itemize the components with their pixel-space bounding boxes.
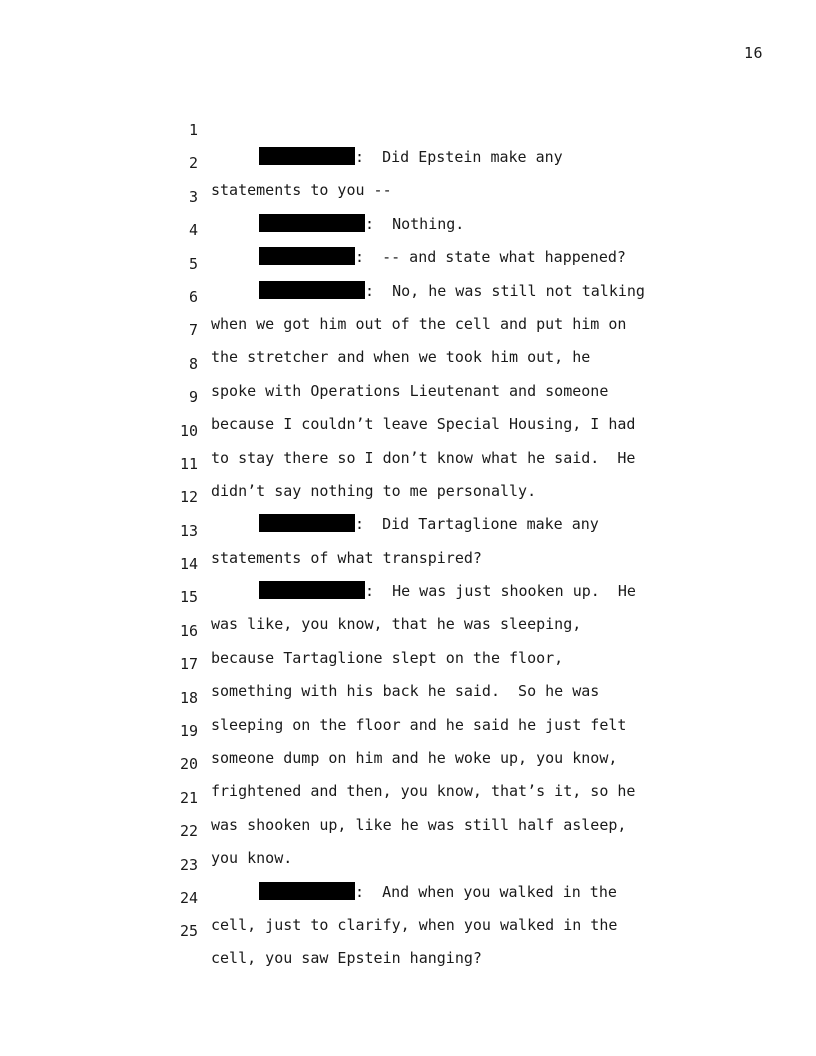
line-text: sleeping on the floor and he said he just felt — [211, 715, 627, 734]
line-text: to stay there so I don’t know what he said. He — [211, 448, 636, 467]
line-number: 20 — [179, 755, 198, 774]
line-text: the stretcher and when we took him out, he — [211, 348, 591, 367]
line-number: 17 — [179, 655, 198, 674]
line-number: 3 — [188, 187, 198, 206]
line-number: 11 — [179, 454, 198, 473]
line-number: 15 — [179, 588, 198, 607]
line-text: you know. — [211, 849, 293, 868]
line-number: 1 — [188, 121, 198, 139]
line-text: someone dump on him and he woke up, you know, — [211, 749, 618, 768]
line-text: when we got him out of the cell and put him on — [211, 314, 627, 333]
line-text: spoke with Operations Lieutenant and someone — [211, 381, 609, 400]
line-text: was shooken up, like he was still half asleep, — [211, 815, 627, 834]
line-text: didn’t say nothing to me personally. — [211, 481, 537, 500]
transcript-body — [178, 90, 678, 968]
line-text: : Nothing. — [365, 214, 465, 233]
line-text: cell, you saw Epstein hanging? — [211, 949, 482, 968]
line-number: 18 — [179, 688, 198, 707]
line-number: 2 — [188, 154, 198, 173]
line-text: : No, he was still not talking — [365, 281, 645, 300]
line-text: frightened and then, you know, that’s it, so he — [211, 782, 636, 801]
line-number: 21 — [179, 788, 198, 807]
line-text: : And when you walked in the — [355, 882, 617, 901]
line-number: 5 — [188, 254, 198, 273]
line-text: statements to you -- — [211, 181, 392, 200]
line-text: cell, just to clarify, when you walked in the — [211, 915, 618, 934]
line-number: 24 — [179, 888, 198, 907]
line-number: 8 — [188, 354, 198, 373]
line-number: 23 — [179, 855, 198, 874]
line-number: 16 — [179, 621, 198, 640]
line-text: : -- and state what happened? — [355, 248, 626, 267]
transcript-line — [178, 90, 678, 166]
line-text: : Did Epstein make any — [355, 148, 563, 166]
line-number: 4 — [188, 221, 198, 240]
line-number: 22 — [179, 822, 198, 841]
line-number: 7 — [188, 321, 198, 340]
line-number: 12 — [179, 488, 198, 507]
line-number: 25 — [179, 922, 198, 941]
line-text: : He was just shooken up. He — [365, 582, 636, 601]
line-number: 6 — [188, 287, 198, 306]
line-text: because I couldn’t leave Special Housing, I had — [211, 415, 636, 434]
line-number: 10 — [179, 421, 198, 440]
line-text: statements of what transpired? — [211, 548, 482, 567]
line-number: 19 — [179, 722, 198, 741]
line-text: was like, you know, that he was sleeping, — [211, 615, 582, 634]
line-number: 9 — [188, 388, 198, 407]
line-text: something with his back he said. So he was — [211, 682, 600, 701]
line-number: 13 — [179, 521, 198, 540]
line-text: because Tartaglione slept on the floor, — [211, 648, 564, 667]
page-number: 16 — [743, 44, 763, 62]
line-text: : Did Tartaglione make any — [355, 515, 599, 534]
line-number: 14 — [179, 555, 198, 574]
